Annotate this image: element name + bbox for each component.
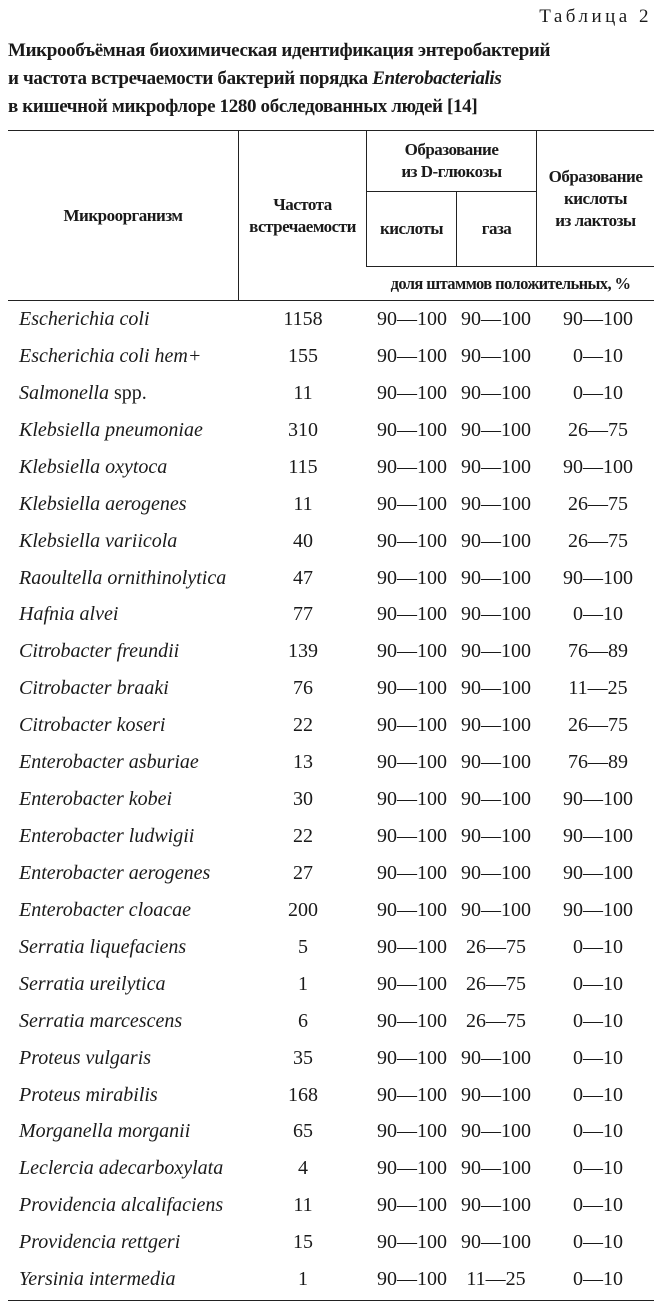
lactose-cell: 0—10 (573, 935, 623, 958)
acid-cell: 90—100 (377, 677, 447, 700)
organism-name-text: Escherichia coli hem+ (19, 344, 202, 367)
caption-order-name: Enterobacterialis (372, 68, 502, 89)
lactose-cell: 11—25 (568, 677, 628, 700)
frequency-cell: 155 (288, 344, 318, 367)
gas-cell: 90—100 (461, 1194, 531, 1217)
acid-cell: 90—100 (377, 1268, 447, 1291)
frequency-cell: 40 (293, 529, 313, 552)
acid-cell: 90—100 (377, 861, 447, 884)
table-row (0, 635, 662, 672)
lactose-cell: 90—100 (563, 566, 633, 589)
organism-name-text: Leclercia adecarboxylata (19, 1157, 224, 1180)
acid-cell: 90—100 (377, 455, 447, 478)
header-glucose-line-1: Образование (404, 140, 499, 159)
table-row (0, 451, 662, 488)
organism-name-text: Enterobacter aerogenes (19, 861, 211, 884)
header-glucose-line-2: из D-глюкозы (401, 162, 502, 181)
header-lactose-line-3: из лактозы (555, 210, 636, 230)
lactose-cell: 0—10 (573, 603, 623, 626)
lactose-cell: 90—100 (563, 825, 633, 848)
organism-name (19, 530, 177, 553)
frequency-cell: 1158 (283, 308, 323, 330)
organism-name (19, 640, 179, 663)
table-row (0, 1152, 662, 1189)
gas-cell: 90—100 (461, 640, 531, 663)
acid-cell: 90—100 (377, 418, 447, 441)
table-row (0, 598, 662, 635)
gas-cell: 90—100 (461, 1083, 531, 1106)
frequency-cell: 4 (298, 1157, 308, 1180)
acid-cell: 90—100 (377, 1157, 447, 1180)
organism-name (19, 308, 150, 331)
organism-name (19, 825, 194, 848)
table-row (0, 746, 662, 783)
organism-name-text: Citrobacter braaki (19, 677, 169, 700)
gas-cell: 90—100 (461, 825, 531, 848)
table-row (0, 968, 662, 1005)
organism-name-text: Morganella morganii (19, 1120, 191, 1143)
organism-name-text: Serratia liquefaciens (19, 935, 187, 958)
table-row (0, 672, 662, 709)
table-row (0, 1079, 662, 1116)
lactose-cell: 0—10 (573, 972, 623, 995)
frequency-cell: 6 (298, 1009, 308, 1032)
gas-cell: 90—100 (461, 1231, 531, 1254)
header-frequency-line-2: встречаемости (249, 217, 356, 236)
organism-name-text: Salmonella (19, 381, 109, 404)
lactose-cell: 0—10 (573, 1120, 623, 1143)
lactose-cell: 0—10 (573, 1231, 623, 1254)
acid-cell: 90—100 (377, 529, 447, 552)
table-row (0, 1042, 662, 1079)
gas-cell: 90—100 (461, 603, 531, 626)
gas-cell: 11—25 (466, 1268, 526, 1291)
organism-name-text: Raoultella ornithinolytica (19, 566, 227, 589)
frequency-cell: 15 (293, 1231, 313, 1254)
organism-name (19, 493, 187, 516)
organism-name (19, 419, 203, 442)
organism-name (19, 751, 199, 774)
lactose-cell: 0—10 (573, 1083, 623, 1106)
organism-name-text: Klebsiella aerogenes (19, 492, 187, 515)
gas-cell: 90—100 (461, 381, 531, 404)
organism-name (19, 899, 191, 922)
frequency-cell: 168 (288, 1083, 318, 1106)
organism-name (19, 862, 210, 885)
table-row (0, 894, 662, 931)
frequency-cell: 35 (293, 1046, 313, 1069)
organism-name-text: Enterobacter cloacae (19, 898, 191, 921)
acid-cell: 90—100 (377, 344, 447, 367)
organism-name-text: Proteus vulgaris (19, 1046, 152, 1069)
frequency-cell: 30 (293, 788, 313, 811)
gas-cell: 90—100 (461, 1120, 531, 1143)
organism-name (19, 1194, 223, 1217)
gas-cell: 90—100 (461, 308, 531, 330)
acid-cell: 90—100 (377, 1231, 447, 1254)
lactose-cell: 90—100 (563, 308, 633, 330)
organism-name (19, 1268, 176, 1291)
lactose-cell: 0—10 (573, 1268, 623, 1291)
table-row (0, 414, 662, 451)
organism-name (19, 382, 147, 405)
gas-cell: 90—100 (461, 751, 531, 774)
organism-name-text: Citrobacter freundii (19, 640, 180, 663)
table-row (0, 931, 662, 968)
header-lactose-line-2: кислоты (563, 188, 628, 208)
table-row (0, 1263, 662, 1300)
organism-name (19, 1120, 190, 1143)
organism-name-text: Serratia marcescens (19, 1009, 183, 1032)
organism-name (19, 567, 226, 590)
organism-name (19, 1084, 158, 1107)
table-row (0, 820, 662, 857)
organism-name-text: Klebsiella oxytoca (19, 455, 168, 478)
acid-cell: 90—100 (377, 751, 447, 774)
gas-cell: 26—75 (466, 935, 526, 958)
organism-name (19, 603, 118, 626)
table-row (0, 340, 662, 377)
lactose-cell: 26—75 (568, 418, 628, 441)
lactose-cell: 0—10 (573, 344, 623, 367)
organism-name (19, 973, 165, 996)
lactose-cell: 90—100 (563, 455, 633, 478)
header-lactose-line-1: Образование (548, 166, 643, 186)
acid-cell: 90—100 (377, 1009, 447, 1032)
gas-cell: 90—100 (461, 1046, 531, 1069)
gas-cell: 26—75 (466, 972, 526, 995)
acid-cell: 90—100 (377, 714, 447, 737)
organism-name (19, 1010, 182, 1033)
table-row (0, 1226, 662, 1263)
lactose-cell: 26—75 (568, 492, 628, 515)
organism-name-text: Enterobacter ludwigii (19, 825, 195, 848)
organism-name-text: Enterobacter kobei (19, 788, 173, 811)
table-row (0, 709, 662, 746)
table-row (0, 562, 662, 599)
header-frequency-line-1: Частота (273, 195, 332, 214)
organism-name (19, 456, 167, 479)
header-lactose (537, 131, 654, 266)
frequency-cell: 1 (298, 972, 308, 995)
lactose-cell: 26—75 (568, 714, 628, 737)
organism-name-text: Proteus mirabilis (19, 1083, 158, 1106)
acid-cell: 90—100 (377, 825, 447, 848)
frequency-cell: 11 (293, 381, 313, 404)
caption-line-2-text: и частота встречаемости бактерий порядка (8, 68, 373, 89)
organism-name-text: Providencia rettgeri (19, 1231, 181, 1254)
frequency-cell: 77 (293, 603, 313, 626)
organism-name (19, 1047, 151, 1070)
gas-cell: 90—100 (461, 714, 531, 737)
table-bottom-rule (8, 1300, 654, 1301)
header-bottom-rule (8, 300, 654, 301)
table-row (0, 783, 662, 820)
gas-cell: 90—100 (461, 1157, 531, 1180)
table-row (0, 1005, 662, 1042)
gas-cell: 90—100 (461, 566, 531, 589)
acid-cell: 90—100 (377, 308, 447, 330)
organism-name-text: Enterobacter asburiae (19, 751, 199, 774)
lactose-cell: 0—10 (573, 381, 623, 404)
organism-name (19, 788, 172, 811)
frequency-cell: 65 (293, 1120, 313, 1143)
lactose-cell: 90—100 (563, 898, 633, 921)
frequency-cell: 11 (293, 492, 313, 515)
frequency-cell: 76 (293, 677, 313, 700)
organism-name-text: Citrobacter koseri (19, 714, 166, 737)
frequency-cell: 22 (293, 825, 313, 848)
organism-name-text: Klebsiella variicola (19, 529, 178, 552)
lactose-cell: 76—89 (568, 640, 628, 663)
lactose-cell: 0—10 (573, 1194, 623, 1217)
organism-name-text: Hafnia alvei (19, 603, 119, 626)
acid-cell: 90—100 (377, 972, 447, 995)
lactose-cell: 0—10 (573, 1157, 623, 1180)
organism-name-text: Providencia alcalifaciens (19, 1194, 224, 1217)
lactose-cell: 90—100 (563, 788, 633, 811)
lactose-cell: 90—100 (563, 861, 633, 884)
acid-cell: 90—100 (377, 788, 447, 811)
table-row (0, 1115, 662, 1152)
acid-cell: 90—100 (377, 935, 447, 958)
header-frequency (239, 131, 366, 301)
frequency-cell: 5 (298, 935, 308, 958)
organism-name (19, 677, 169, 700)
organism-name (19, 1157, 223, 1180)
gas-cell: 26—75 (466, 1009, 526, 1032)
acid-cell: 90—100 (377, 640, 447, 663)
organism-name-text: Serratia ureilytica (19, 972, 166, 995)
gas-cell: 90—100 (461, 898, 531, 921)
table-number: Таблица 2 (539, 6, 652, 27)
gas-cell: 90—100 (461, 861, 531, 884)
table-row (0, 857, 662, 894)
organism-name (19, 714, 165, 737)
header-unit: доля штаммов положительных, % (390, 274, 631, 293)
header-glucose (367, 131, 536, 191)
lactose-cell: 0—10 (573, 1046, 623, 1069)
caption-line-3: в кишечной микрофлоре 1280 обследованных людей [14] (8, 96, 478, 117)
table-caption (8, 37, 658, 121)
frequency-cell: 22 (293, 714, 313, 737)
table-row (0, 525, 662, 562)
header-acid: кислоты (379, 219, 444, 238)
organism-name-text: Escherichia coli (19, 308, 150, 330)
header-organism: Микроорганизм (63, 206, 183, 225)
frequency-cell: 27 (293, 861, 313, 884)
table-row (0, 377, 662, 414)
frequency-cell: 47 (293, 566, 313, 589)
acid-cell: 90—100 (377, 603, 447, 626)
frequency-cell: 1 (298, 1268, 308, 1291)
acid-cell: 90—100 (377, 898, 447, 921)
frequency-cell: 11 (293, 1194, 313, 1217)
frequency-cell: 310 (288, 418, 318, 441)
acid-cell: 90—100 (377, 1083, 447, 1106)
gas-cell: 90—100 (461, 492, 531, 515)
acid-cell: 90—100 (377, 1046, 447, 1069)
acid-cell: 90—100 (377, 566, 447, 589)
caption-line-1: Микрообъёмная биохимическая идентификация энтеробактерий (8, 40, 551, 61)
acid-cell: 90—100 (377, 1194, 447, 1217)
organism-name (19, 1231, 180, 1254)
acid-cell: 90—100 (377, 381, 447, 404)
table-row (0, 303, 662, 340)
header-gas: газа (481, 219, 512, 238)
lactose-cell: 26—75 (568, 529, 628, 552)
table-row (0, 1189, 662, 1226)
gas-cell: 90—100 (461, 788, 531, 811)
lactose-cell: 76—89 (568, 751, 628, 774)
frequency-cell: 139 (288, 640, 318, 663)
gas-cell: 90—100 (461, 344, 531, 367)
gas-cell: 90—100 (461, 455, 531, 478)
gas-cell: 90—100 (461, 418, 531, 441)
frequency-cell: 200 (288, 898, 318, 921)
table-row (0, 488, 662, 525)
gas-cell: 90—100 (461, 529, 531, 552)
organism-name-text: Klebsiella pneumoniae (19, 418, 203, 441)
organism-name (19, 936, 186, 959)
acid-cell: 90—100 (377, 492, 447, 515)
lactose-cell: 0—10 (573, 1009, 623, 1032)
frequency-cell: 115 (288, 455, 318, 478)
organism-name-text: Yersinia intermedia (19, 1268, 176, 1291)
caption-line-2 (8, 65, 658, 93)
organism-name-suffix: spp. (109, 381, 147, 404)
frequency-cell: 13 (293, 751, 313, 774)
gas-cell: 90—100 (461, 677, 531, 700)
organism-name (19, 345, 201, 368)
acid-cell: 90—100 (377, 1120, 447, 1143)
